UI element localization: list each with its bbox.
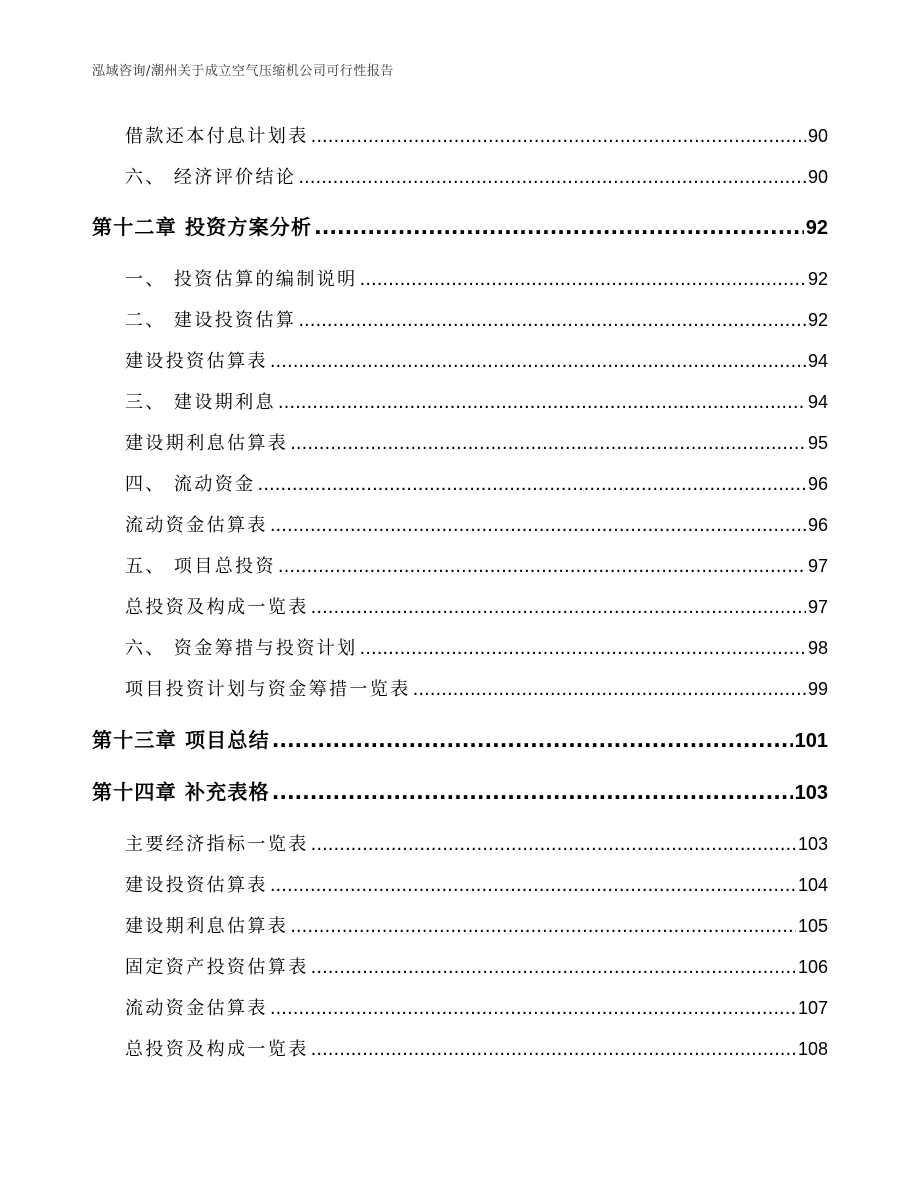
toc-entry-title: 流动资金估算表 (125, 998, 268, 1019)
header-divider (92, 84, 828, 85)
toc-entry[interactable] (125, 553, 828, 579)
toc-entry-title: 三、 建设期利息 (125, 392, 276, 413)
toc-dot-leader (360, 636, 806, 662)
toc-entry-title: 固定资产投资估算表 (125, 957, 309, 978)
document-header: 泓域咨询/潮州关于成立空气压缩机公司可行性报告 (92, 64, 394, 79)
toc-chapter-entry[interactable] (92, 777, 828, 807)
toc-page-number: 92 (805, 217, 828, 239)
toc-page-number: 107 (797, 998, 828, 1018)
toc-entry[interactable] (125, 913, 828, 939)
toc-entry[interactable] (125, 676, 828, 702)
toc-entry[interactable] (125, 471, 828, 497)
toc-chapter-title: 第十四章 补充表格 (92, 780, 270, 804)
toc-dot-leader (258, 472, 806, 498)
toc-entry-title: 主要经济指标一览表 (125, 834, 309, 855)
toc-dot-leader (290, 431, 806, 457)
toc-dot-leader (278, 390, 806, 416)
toc-dot-leader (270, 349, 806, 375)
toc-page-number: 105 (797, 916, 828, 936)
toc-page-number: 108 (797, 1039, 828, 1059)
toc-entry[interactable] (125, 389, 828, 415)
toc-page-number: 94 (807, 351, 828, 371)
toc-dot-leader (270, 996, 796, 1022)
toc-chapter-title: 第十二章 投资方案分析 (92, 215, 313, 239)
toc-dot-leader (311, 595, 806, 621)
toc-page-number: 90 (807, 167, 828, 187)
toc-page-number: 104 (797, 875, 828, 895)
toc-dot-leader (311, 124, 806, 150)
toc-entry[interactable] (125, 348, 828, 374)
toc-dot-leader (298, 308, 806, 334)
toc-entry[interactable] (125, 512, 828, 538)
toc-entry-title: 建设期利息估算表 (125, 916, 289, 937)
toc-entry-title: 建设投资估算表 (125, 351, 268, 372)
toc-entry[interactable] (125, 635, 828, 661)
toc-page-number: 92 (807, 269, 828, 289)
toc-page-number: 103 (794, 782, 828, 804)
toc-page-number: 95 (807, 433, 828, 453)
toc-dot-leader (311, 955, 796, 981)
toc-entry-title: 一、 投资估算的编制说明 (125, 269, 358, 290)
toc-entry-title: 二、 建设投资估算 (125, 310, 297, 331)
toc-entry-title: 项目投资计划与资金筹措一览表 (125, 679, 411, 700)
toc-dot-leader (278, 554, 806, 580)
toc-entry-title: 总投资及构成一览表 (125, 597, 309, 618)
toc-dot-leader (311, 832, 796, 858)
toc-entry-title: 建设期利息估算表 (125, 433, 289, 454)
toc-entry[interactable] (125, 266, 828, 292)
toc-page-number: 96 (807, 474, 828, 494)
toc-chapter-entry[interactable] (92, 212, 828, 242)
toc-dot-leader (298, 165, 806, 191)
toc-page-number: 94 (807, 392, 828, 412)
toc-entry[interactable] (125, 954, 828, 980)
toc-page-number: 92 (807, 310, 828, 330)
toc-entry[interactable] (125, 123, 828, 149)
toc-entry-title: 借款还本付息计划表 (125, 126, 309, 147)
toc-entry[interactable] (125, 831, 828, 857)
toc-entry[interactable] (125, 872, 828, 898)
toc-entry[interactable] (125, 1036, 828, 1062)
toc-entry[interactable] (125, 594, 828, 620)
toc-page-number: 101 (794, 730, 828, 752)
toc-page-number: 90 (807, 126, 828, 146)
toc-dot-leader (272, 725, 793, 755)
toc-page-number: 98 (807, 638, 828, 658)
toc-page-number: 97 (807, 556, 828, 576)
toc-entry[interactable] (125, 307, 828, 333)
toc-entry-title: 六、 资金筹措与投资计划 (125, 638, 358, 659)
toc-entry-title: 四、 流动资金 (125, 474, 256, 495)
toc-entry[interactable] (125, 164, 828, 190)
toc-chapter-entry[interactable] (92, 725, 828, 755)
toc-dot-leader (311, 1037, 796, 1063)
toc-page-number: 96 (807, 515, 828, 535)
toc-entry[interactable] (125, 430, 828, 456)
toc-entry-title: 五、 项目总投资 (125, 556, 276, 577)
toc-chapter-title: 第十三章 项目总结 (92, 728, 270, 752)
toc-entry-title: 建设投资估算表 (125, 875, 268, 896)
toc-dot-leader (360, 267, 806, 293)
toc-entry-title: 总投资及构成一览表 (125, 1039, 309, 1060)
toc-dot-leader (270, 513, 806, 539)
toc-entry-title: 流动资金估算表 (125, 515, 268, 536)
toc-entry-title: 六、 经济评价结论 (125, 167, 297, 188)
toc-dot-leader (290, 914, 796, 940)
toc-entry[interactable] (125, 995, 828, 1021)
toc-page-number: 99 (807, 679, 828, 699)
toc-dot-leader (272, 777, 793, 807)
toc-dot-leader (314, 212, 804, 242)
toc-dot-leader (270, 873, 796, 899)
toc-page-number: 103 (797, 834, 828, 854)
toc-page-number: 97 (807, 597, 828, 617)
toc-page-number: 106 (797, 957, 828, 977)
toc-dot-leader (413, 677, 806, 703)
